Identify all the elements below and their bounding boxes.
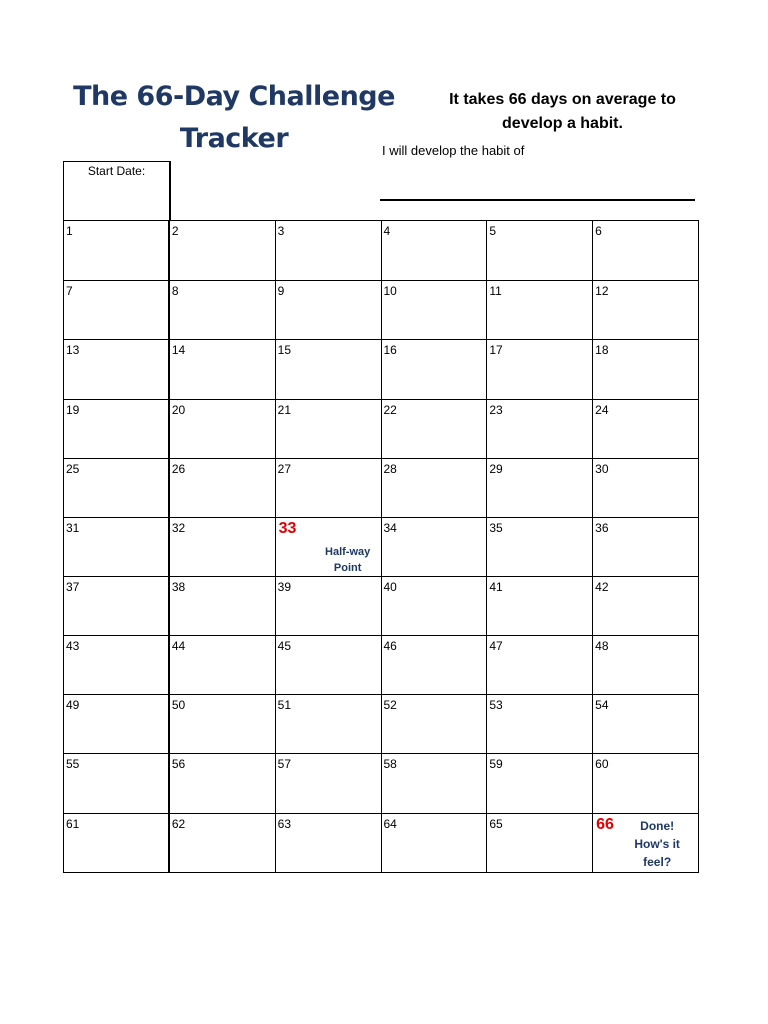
day-cell-43[interactable] [64,636,170,695]
day-number: 8 [171,284,179,298]
day-number: 60 [595,757,609,771]
day-number: 36 [595,521,609,535]
day-number: 56 [171,757,186,771]
day-cell-48[interactable] [593,636,699,695]
day-cell-37[interactable] [64,577,170,636]
day-number: 35 [489,521,503,535]
day-number: 34 [383,521,397,535]
day-cell-8[interactable] [170,281,276,340]
day-cell-62[interactable] [170,814,276,873]
day-number: 9 [277,284,285,298]
day-cell-5[interactable] [487,221,593,281]
day-cell-21[interactable] [276,400,382,459]
day-cell-35[interactable] [487,518,593,577]
day-cell-38[interactable] [170,577,276,636]
day-number: 29 [489,462,503,476]
day-cell-3[interactable] [276,221,382,281]
day-number: 24 [595,403,609,417]
day-number: 28 [383,462,397,476]
day-number: 48 [595,639,609,653]
day-cell-19[interactable] [64,400,170,459]
day-number: 45 [277,639,292,653]
day-number: 55 [66,757,80,771]
title-line-2: Tracker [179,123,289,154]
day-cell-27[interactable] [276,459,382,518]
day-cell-36[interactable] [593,518,699,577]
day-cell-51[interactable] [276,695,382,754]
day-number: 6 [595,224,602,238]
day-number: 57 [277,757,292,771]
day-number: 26 [171,462,186,476]
done-note-line: Done! [640,819,675,833]
day-number: 37 [66,580,80,594]
day-number: 44 [171,639,186,653]
day-number: 54 [595,698,609,712]
day-cell-42[interactable] [593,577,699,636]
day-cell-10[interactable] [382,281,488,340]
day-cell-45[interactable] [276,636,382,695]
day-number: 5 [489,224,497,238]
day-number: 3 [277,224,285,238]
day-number: 61 [66,817,80,831]
day-cell-30[interactable] [593,459,699,518]
day-cell-47[interactable] [487,636,593,695]
day-cell-24[interactable] [593,400,699,459]
day-number: 13 [66,343,80,357]
day-cell-1[interactable] [64,221,170,281]
day-number: 50 [171,698,186,712]
day-number: 19 [66,403,80,417]
day-number: 18 [595,343,609,357]
day-number: 17 [489,343,503,357]
day-cell-54[interactable] [593,695,699,754]
day-cell-58[interactable] [382,754,488,814]
done-note-line: feel? [643,855,672,869]
day-number: 49 [66,698,80,712]
day-number: 52 [383,698,397,712]
day-cell-18[interactable] [593,340,699,400]
day-cell-59[interactable] [487,754,593,814]
day-number: 1 [66,224,73,238]
day-cell-26[interactable] [170,459,276,518]
day-number: 25 [66,462,80,476]
day-cell-57[interactable] [276,754,382,814]
title-line-1: The 66-Day Challenge [73,81,395,112]
day-cell-29[interactable] [487,459,593,518]
day-number: 14 [171,343,186,357]
day-cell-64[interactable] [382,814,488,873]
day-number: 41 [489,580,503,594]
day-cell-14[interactable] [170,340,276,400]
day-cell-2[interactable] [170,221,276,281]
day-cell-53[interactable] [487,695,593,754]
day-number: 12 [595,284,609,298]
start-date-box[interactable] [63,161,171,221]
day-cell-41[interactable] [487,577,593,636]
day-number: 65 [489,817,503,831]
day-cell-11[interactable] [487,281,593,340]
day-number: 21 [277,403,292,417]
habit-prompt: I will develop the habit of [382,143,525,158]
day-cell-60[interactable] [593,754,699,814]
day-cell-52[interactable] [382,695,488,754]
day-number: 10 [383,284,397,298]
halfway-note-line: Half-way [325,546,371,558]
day-number: 66 [596,816,614,833]
day-cell-17[interactable] [487,340,593,400]
day-cell-32[interactable] [170,518,276,577]
day-number: 53 [489,698,503,712]
day-cell-33[interactable] [276,518,382,577]
day-number: 30 [595,462,609,476]
day-number: 39 [277,580,292,594]
day-cell-12[interactable] [593,281,699,340]
day-cell-50[interactable] [170,695,276,754]
day-number: 32 [171,521,186,535]
start-date-label: Start Date: [87,164,146,178]
day-number: 47 [489,639,503,653]
day-number: 62 [171,817,186,831]
day-number: 23 [489,403,503,417]
subtitle-line-1: It takes 66 days on average to [449,91,676,108]
day-number: 16 [383,343,397,357]
day-number: 7 [66,284,73,298]
day-cell-31[interactable] [64,518,170,577]
day-number: 2 [171,224,179,238]
halfway-note-line: Point [333,562,362,574]
day-number: 40 [383,580,397,594]
day-cell-7[interactable] [64,281,170,340]
day-number: 15 [277,343,292,357]
day-number: 43 [66,639,80,653]
day-cell-56[interactable] [170,754,276,814]
day-cell-28[interactable] [382,459,488,518]
day-cell-46[interactable] [382,636,488,695]
day-number: 4 [383,224,391,238]
day-cell-6[interactable] [593,221,699,281]
day-cell-39[interactable] [276,577,382,636]
day-cell-34[interactable] [382,518,488,577]
halfway-note [318,544,378,576]
day-cell-44[interactable] [170,636,276,695]
day-cell-25[interactable] [64,459,170,518]
day-number: 63 [277,817,292,831]
day-cell-13[interactable] [64,340,170,400]
page-title [64,76,404,160]
day-number: 33 [278,520,297,537]
day-cell-55[interactable] [64,754,170,814]
done-note [625,817,689,871]
day-cell-15[interactable] [276,340,382,400]
habit-write-line[interactable] [380,199,695,201]
day-number: 20 [171,403,186,417]
day-number: 31 [66,521,80,535]
day-number: 38 [171,580,186,594]
day-cell-22[interactable] [382,400,488,459]
day-number: 46 [383,639,397,653]
day-number: 42 [595,580,609,594]
done-note-line: How's it [634,837,680,851]
subtitle [410,88,715,136]
day-number: 58 [383,757,397,771]
day-cell-49[interactable] [64,695,170,754]
subtitle-line-2: develop a habit. [502,115,623,132]
tracker-grid [63,220,699,873]
day-cell-61[interactable] [64,814,170,873]
day-number: 64 [383,817,397,831]
day-cell-66[interactable] [593,814,699,873]
day-cell-9[interactable] [276,281,382,340]
day-cell-40[interactable] [382,577,488,636]
day-cell-65[interactable] [487,814,593,873]
day-cell-63[interactable] [276,814,382,873]
day-number: 11 [489,284,502,298]
day-cell-23[interactable] [487,400,593,459]
day-cell-20[interactable] [170,400,276,459]
day-number: 59 [489,757,503,771]
day-number: 27 [277,462,292,476]
day-cell-4[interactable] [382,221,488,281]
day-number: 22 [383,403,397,417]
day-cell-16[interactable] [382,340,488,400]
day-number: 51 [277,698,292,712]
